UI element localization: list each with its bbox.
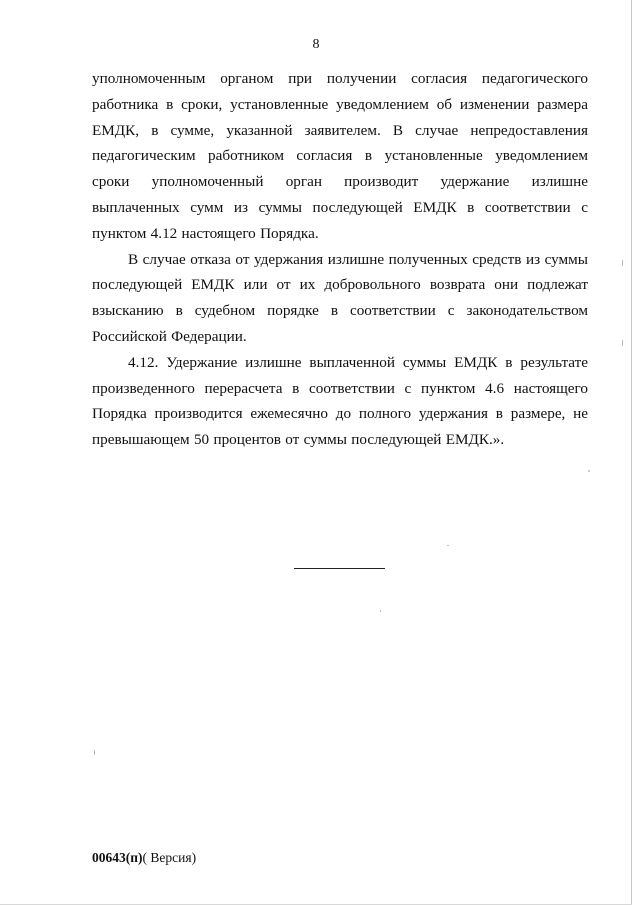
scan-speck <box>94 750 95 755</box>
document-version: ( Версия) <box>142 850 197 865</box>
end-separator-line <box>294 568 385 569</box>
paragraph-refusal-recovery: В случае отказа от удержания излишне полученных средств из суммы последующей ЕМДК или от их добровольного возврата они подлежат взысканию в судебном порядке в соответствии с законодательством Российской Федерации. <box>92 250 588 345</box>
paragraph-clause-4-12: 4.12. Удержание излишне выплаченной суммы ЕМДК в результате произведенного перерасчета в соответствии с пунктом 4.6 настоящего Порядка производится ежемесячно до полного удержания в размере, не превышающем 50 процентов от суммы последующей ЕМДК.». <box>92 353 588 449</box>
scan-speck <box>588 470 590 472</box>
scan-speck <box>447 545 449 546</box>
paragraph-continuation: уполномоченным органом при получении согласия педагогического работника в сроки, установленные уведомлением об изменении размера ЕМДК, в сумме, указанной заявителем. В случае непредоставления педагогическим работником согласия в установленные уведомлением сроки уполномоченный орган производит удержание излишне выплаченных сумм из суммы последующей ЕМДК в соответствии с пунктом 4.12 настоящего Порядка. <box>92 70 588 242</box>
document-code: 00643(п) <box>92 850 143 865</box>
page-number: 8 <box>312 37 320 52</box>
document-identifier <box>92 850 196 866</box>
scan-speck <box>622 260 623 266</box>
scan-speck <box>622 340 623 346</box>
scan-speck <box>380 610 381 612</box>
body-text <box>92 66 588 453</box>
